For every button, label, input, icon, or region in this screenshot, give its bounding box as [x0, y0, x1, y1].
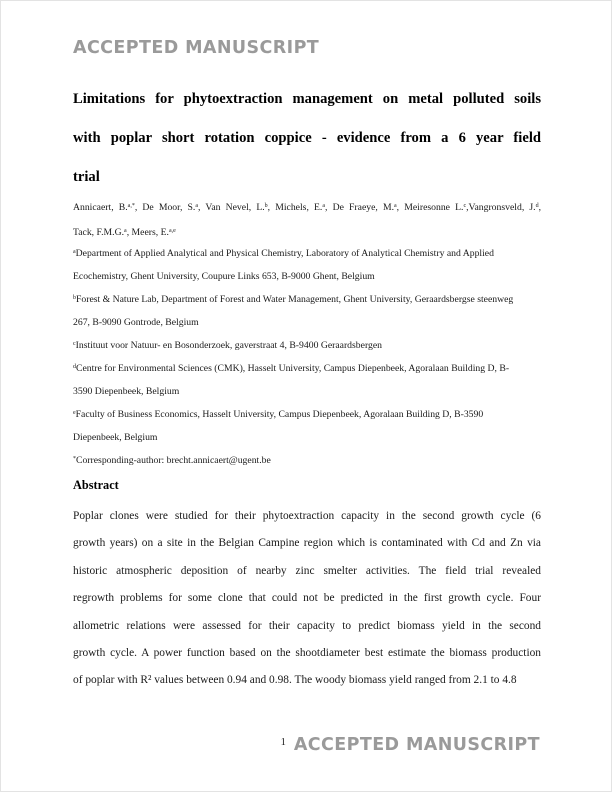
page-number: 1 [280, 737, 286, 748]
affiliation-sup: * [73, 456, 76, 463]
affiliation-line: Ecochemistry, Ghent University, Coupure Links 653, B-9000 Ghent, Belgium [73, 271, 375, 282]
abstract-line: regrowth problems for some clone that could not be predicted in the first growth cycle. Four [73, 592, 541, 605]
affiliation-line: Diepenbeek, Belgium [73, 432, 158, 443]
author-affiliation-sup: b [264, 203, 268, 210]
abstract-line: allometric relations were assessed for their capacity to predict biomass yield in the second [73, 619, 541, 632]
title-line: Limitations for phytoextraction management on metal polluted soils [73, 91, 541, 107]
affiliation-line: $^b$Forest & Nature Lab, Department of Forest and Water Management, Ghent University, Geraardsbergse steenweg [73, 294, 514, 305]
author-affiliation-sup: a,e [168, 228, 176, 235]
affiliation-sup: d [73, 364, 76, 371]
author-line: Annicaert, B.$^{a,*}$, De Moor, S.$^a$, Van Nevel, L.$^b$, Michels, E.$^a$, De Fraeye, M.$^a$, Meiresonne L.$^c$,Vangronsveld, J.$^d$, [73, 202, 541, 213]
affiliations-list [73, 242, 541, 472]
abstract-line: of poplar with R² values between 0.94 and 0.98. The woody biomass yield ranged from 2.1 to 4.8 [73, 674, 517, 687]
abstract-line: Poplar clones were studied for their phytoextraction capacity in the second growth cycle (6 [73, 510, 541, 522]
article-title [73, 80, 541, 197]
affiliation-sup: e [73, 410, 76, 417]
author-affiliation-sup: a,* [127, 203, 135, 210]
affiliation-sup: c [73, 341, 76, 348]
author-affiliation-sup: a [394, 203, 397, 210]
author-affiliation-sup: c [463, 203, 467, 210]
affiliation-line: *Corresponding-author: brecht.annicaert@ugent.be [73, 455, 271, 466]
accepted-manuscript-header-watermark: ACCEPTED MANUSCRIPT [73, 38, 320, 58]
author-affiliation-sup: a [124, 228, 127, 235]
affiliation-line: $^d$Centre for Environmental Sciences (CMK), Hasselt University, Campus Diepenbeek, Agoralaan Building D, B- [73, 363, 510, 374]
abstract-line: growth years) on a site in the Belgian Campine region which is contaminated with Cd and Zn via [73, 537, 541, 550]
abstract-line: historic atmospheric deposition of nearby zinc smelter activities. The field trial revealed [73, 564, 541, 577]
author-affiliation-sup: a [195, 203, 199, 210]
page-footer [281, 735, 540, 755]
affiliation-sup: b [73, 295, 76, 302]
author-line: Tack, F.M.G.$^a$, Meers, E.$^{a,e}$ [73, 227, 176, 238]
author-affiliation-sup: d [535, 203, 539, 210]
abstract-line: growth cycle. A power function based on the shootdiameter best estimate the biomass production [73, 647, 541, 660]
affiliation-line: $^c$Instituut voor Natuur- en Bosonderzoek, gaverstraat 4, B-9400 Geraardsbergen [73, 340, 382, 351]
affiliation-line: 267, B-9090 Gontrode, Belgium [73, 317, 199, 328]
affiliation-line: $^a$Department of Applied Analytical and Physical Chemistry, Laboratory of Analytical Chemistry and Applied [73, 248, 494, 259]
affiliation-sup: a [73, 249, 76, 256]
accepted-manuscript-footer-watermark: ACCEPTED MANUSCRIPT [293, 735, 540, 755]
abstract-text [73, 503, 541, 695]
title-line: trial [73, 169, 100, 185]
author-affiliation-sup: a [322, 203, 326, 210]
abstract-heading: Abstract [73, 478, 119, 492]
title-line: with poplar short rotation coppice - evidence from a 6 year field [73, 130, 541, 146]
author-list [73, 195, 541, 245]
affiliation-line: $^e$Faculty of Business Economics, Hasselt University, Campus Diepenbeek, Agoralaan Building D, B-3590 [73, 409, 484, 420]
affiliation-line: 3590 Diepenbeek, Belgium [73, 386, 180, 397]
